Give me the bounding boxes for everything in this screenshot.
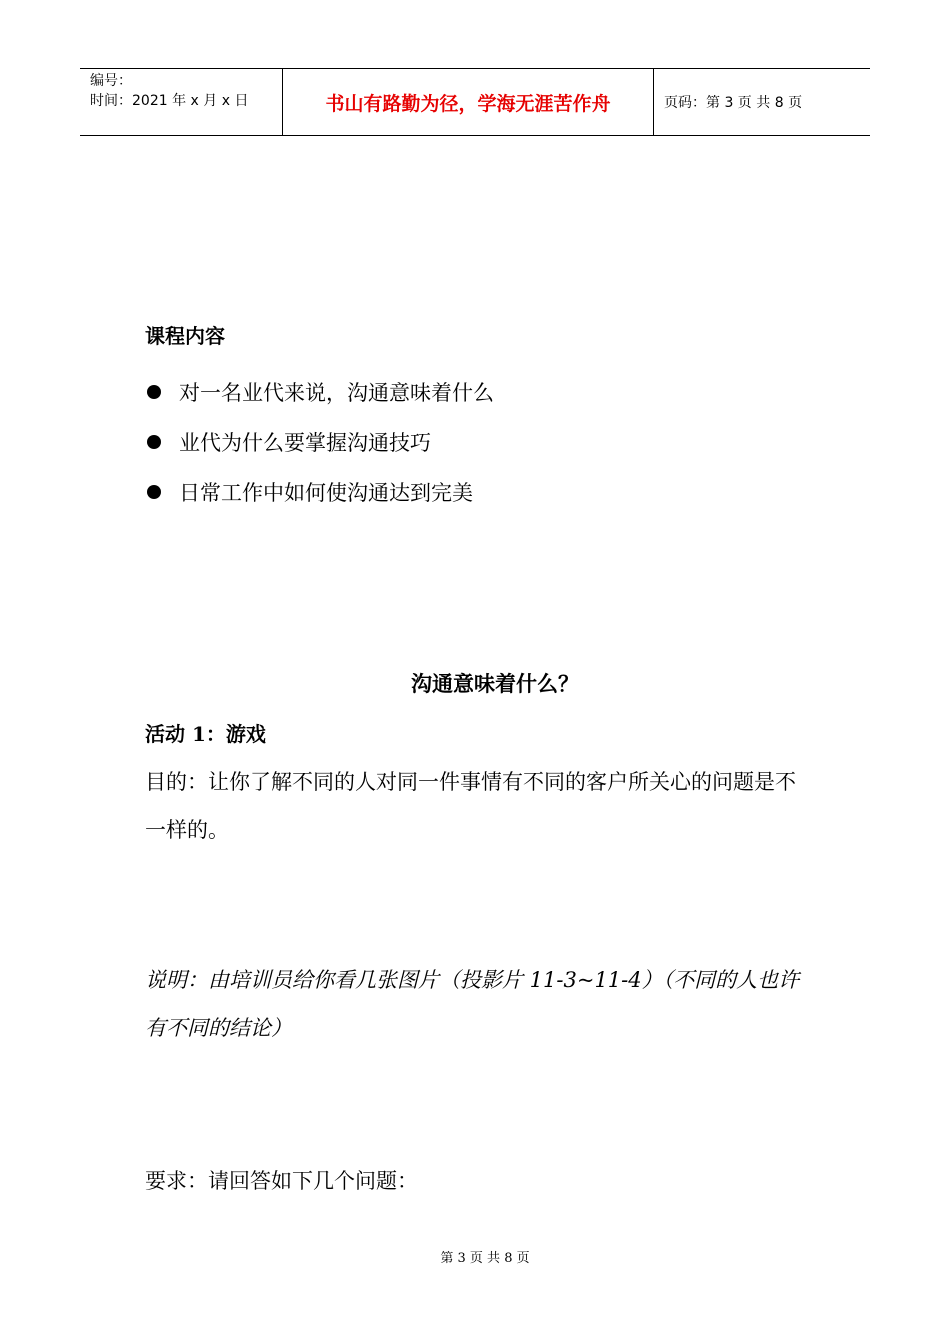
header-page-info: 页码：第 3 页 共 8 页 xyxy=(664,95,803,111)
question-title: 沟通意味着什么？ xyxy=(411,671,579,696)
list-item-text: 日常工作中如何使沟通达到完美 xyxy=(179,481,473,505)
requirement-paragraph: 要求：请回答如下几个问题： xyxy=(145,1169,418,1193)
purpose-paragraph: 目的：让你了解不同的人对同一件事情有不同的客户所关心的问题是不一样的。 xyxy=(145,770,796,842)
bullet-icon xyxy=(147,435,161,449)
section-title: 课程内容 xyxy=(145,324,225,348)
number-label: 编号： xyxy=(90,73,132,89)
activity-title: 活动 1：游戏 xyxy=(145,722,266,746)
bullet-icon xyxy=(147,485,161,499)
list-item-text: 对一名业代来说，沟通意味着什么 xyxy=(179,381,494,405)
header-motto: 书山有路勤为径，学海无涯苦作舟 xyxy=(282,69,654,135)
page-footer: 第 3 页 共 8 页 xyxy=(440,1251,530,1266)
list-item xyxy=(145,417,494,467)
course-content-list xyxy=(145,367,494,517)
page-header xyxy=(80,68,870,136)
time-label: 时间：2021 年 x 月 x 日 xyxy=(90,93,249,109)
bullet-icon xyxy=(147,385,161,399)
list-item-text: 业代为什么要掌握沟通技巧 xyxy=(179,431,431,455)
note-paragraph: 说明：由培训员给你看几张图片（投影片 11-3~11-4）（不同的人也许有不同的结论） xyxy=(145,968,800,1040)
header-meta xyxy=(80,69,282,135)
list-item xyxy=(145,467,494,517)
list-item xyxy=(145,367,494,417)
